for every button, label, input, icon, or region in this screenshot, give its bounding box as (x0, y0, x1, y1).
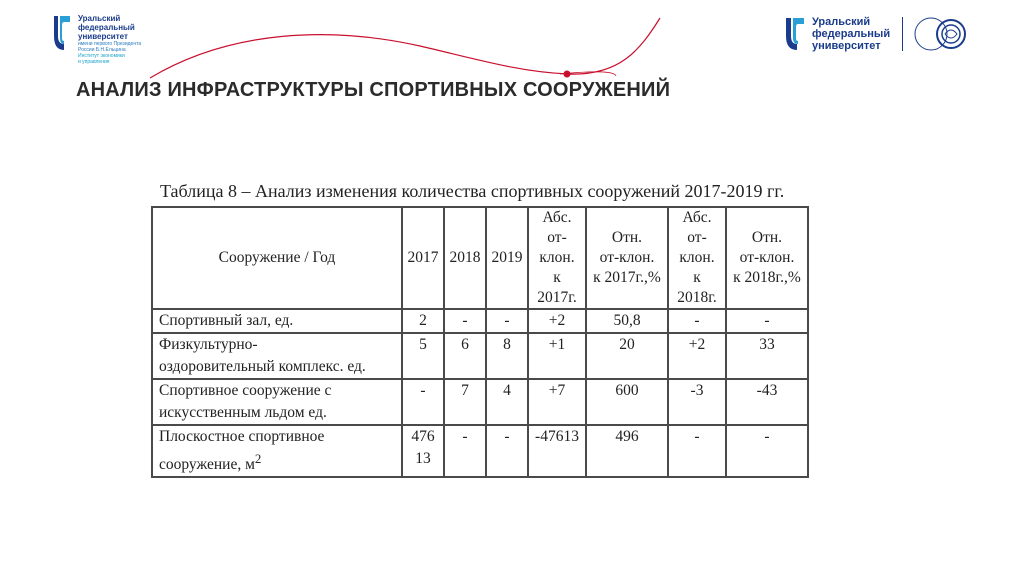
logo-line: федеральный (812, 28, 891, 40)
urfu-u-icon (52, 14, 72, 52)
cell-rel-2018: - (726, 309, 808, 333)
cell-abs-2018: - (668, 425, 726, 477)
logo-line: Уральский (812, 16, 871, 28)
header-abs-2018 (668, 207, 726, 309)
centenary-seal-icon (911, 14, 971, 54)
cell-rel-2017: 50,8 (586, 309, 668, 333)
cell-rel-2018: 33 (726, 333, 808, 379)
header-line: Абс. (682, 209, 712, 226)
row-name-cell (152, 425, 402, 477)
row-name: сооружение, м (159, 456, 255, 474)
cell-line: 476 (411, 428, 435, 445)
cell-rel-2018: -43 (726, 379, 808, 425)
ural-federal-university-logo-left (52, 14, 141, 65)
logo-subline: и управления (78, 59, 110, 65)
cell-2017: 5 (402, 333, 444, 379)
cell-2019: - (486, 425, 528, 477)
header-line: от-клон. (539, 229, 575, 266)
row-name-line2 (159, 448, 397, 476)
cell-abs-2018: -3 (668, 379, 726, 425)
row-name: Спортивный зал, ед. (159, 312, 294, 329)
header-name: Сооружение / Год (152, 207, 402, 309)
row-name-cell (152, 309, 402, 333)
header-line: к 2018г. (677, 269, 717, 306)
logo-line: университет (78, 32, 128, 41)
row-name: оздоровительный комплекс. ед. (159, 358, 366, 375)
red-dot-icon (564, 71, 571, 78)
cell-2018: 6 (444, 333, 486, 379)
header-line: к 2017г.,% (593, 269, 661, 286)
row-name: Физкультурно- (159, 336, 258, 353)
cell-abs-2017: +7 (528, 379, 586, 425)
cell-2019: 8 (486, 333, 528, 379)
table-row (152, 309, 808, 333)
header-2019: 2019 (486, 207, 528, 309)
urfu-u-icon (784, 16, 806, 52)
header-rel-2017 (586, 207, 668, 309)
sports-facilities-table (151, 206, 809, 478)
cell-rel-2017: 20 (586, 333, 668, 379)
header-2018: 2018 (444, 207, 486, 309)
row-name: Плоскостное спортивное (159, 428, 325, 445)
header-line: от-клон. (599, 249, 655, 266)
cell-abs-2018: +2 (668, 333, 726, 379)
logo-line: федеральный (78, 23, 135, 32)
table-row (152, 425, 808, 477)
cell-2018: - (444, 309, 486, 333)
logo-subline: имени первого Президента (78, 41, 142, 47)
table-row (152, 333, 808, 379)
cell-2017: - (402, 379, 444, 425)
table-header-row (152, 207, 808, 309)
logo-subline: Институт экономики (78, 53, 125, 59)
header-line: к 2017г. (537, 269, 577, 306)
cell-abs-2017: -47613 (528, 425, 586, 477)
header-2017: 2017 (402, 207, 444, 309)
header-line: от-клон. (739, 249, 795, 266)
cell-2018: 7 (444, 379, 486, 425)
table-caption: Таблица 8 – Анализ изменения количества спортивных сооружений 2017-2019 гг. (160, 181, 785, 201)
cell-2019: - (486, 309, 528, 333)
ural-federal-university-logo-right (784, 14, 971, 54)
cell-2017 (402, 425, 444, 477)
header-line: Отн. (751, 229, 783, 246)
cell-rel-2017: 496 (586, 425, 668, 477)
cell-line: 13 (415, 450, 431, 467)
row-name-cell (152, 333, 402, 379)
header-line: от-клон. (679, 229, 715, 266)
cell-2018: - (444, 425, 486, 477)
header-line: к 2018г.,% (733, 269, 801, 286)
row-name-cell (152, 379, 402, 425)
header-abs-2017 (528, 207, 586, 309)
header-line: Отн. (611, 229, 643, 246)
table-row (152, 379, 808, 425)
row-name: Спортивное сооружение с (159, 382, 332, 399)
logo-line: университет (812, 40, 881, 52)
header-line: Абс. (542, 209, 572, 226)
cell-2019: 4 (486, 379, 528, 425)
cell-abs-2017: +2 (528, 309, 586, 333)
logo-divider (902, 17, 903, 51)
logo-right-text (812, 16, 890, 52)
page-title: АНАЛИЗ ИНФРАСТРУКТУРЫ СПОРТИВНЫХ СООРУЖЕНИЙ (76, 79, 671, 101)
cell-rel-2017: 600 (586, 379, 668, 425)
cell-rel-2018: - (726, 425, 808, 477)
logo-subline: России Б.Н.Ельцина (78, 47, 126, 53)
cell-abs-2018: - (668, 309, 726, 333)
logo-line: Уральский (78, 14, 121, 23)
row-name: искусственным льдом ед. (159, 404, 327, 421)
superscript: 2 (254, 451, 262, 466)
logo-left-text (78, 14, 141, 65)
cell-abs-2017: +1 (528, 333, 586, 379)
cell-2017: 2 (402, 309, 444, 333)
header-rel-2018 (726, 207, 808, 309)
